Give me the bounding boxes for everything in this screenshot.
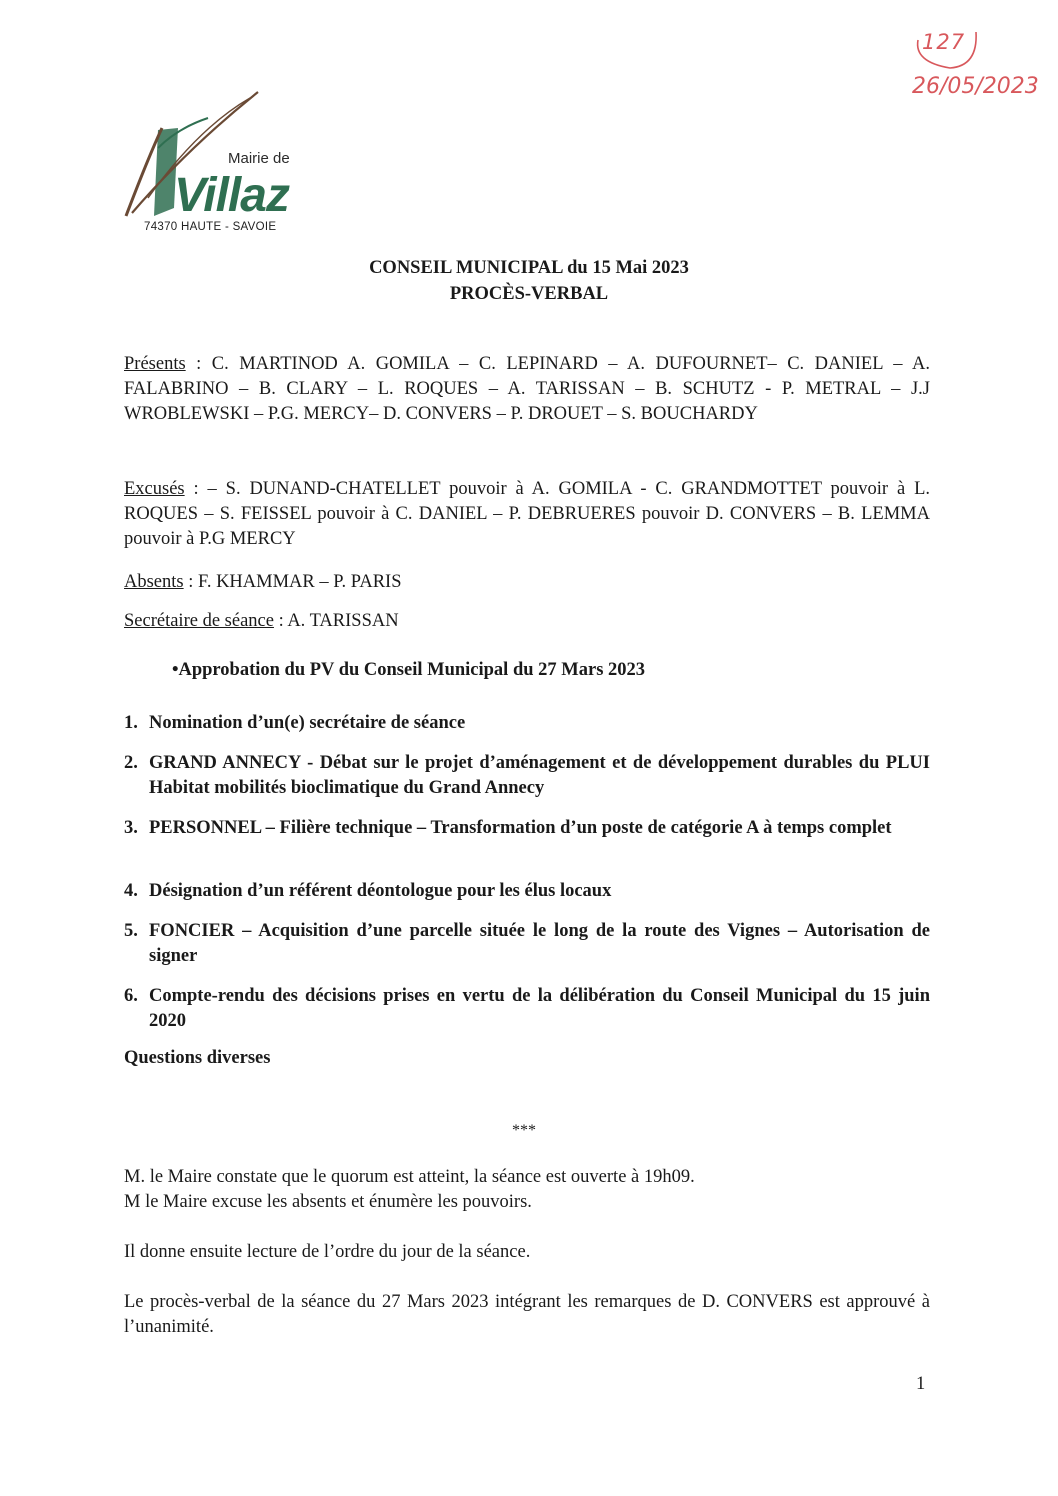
page-number: 1 xyxy=(916,1374,926,1394)
questions-diverses: Questions diverses xyxy=(124,1048,271,1068)
secretaire-text: : A. TARISSAN xyxy=(273,611,399,631)
agenda-item-4 xyxy=(124,879,930,904)
document-subtitle: PROCÈS-VERBAL xyxy=(449,284,609,304)
absents-text: : F. KHAMMAR – P. PARIS xyxy=(183,572,402,592)
agenda-text: FONCIER – Acquisition d’une parcelle située le long de la route des Vignes – Autorisation de signer xyxy=(149,921,930,966)
excuses-paragraph xyxy=(124,477,930,552)
annotation-number: 127 xyxy=(922,30,966,54)
body-pouvoirs-line: M le Maire excuse les absents et énumère les pouvoirs. xyxy=(124,1192,532,1212)
document-title: CONSEIL MUNICIPAL du 15 Mai 2023 xyxy=(369,258,689,278)
agenda-text: PERSONNEL – Filière technique – Transformation d’un poste de catégorie A à temps complet xyxy=(149,818,892,838)
agenda-number: 2. xyxy=(124,753,138,773)
absents-label: Absents xyxy=(124,572,184,592)
absents-paragraph xyxy=(124,570,930,595)
secretaire-label: Secrétaire de séance xyxy=(124,611,274,631)
agenda-item-2 xyxy=(124,751,930,801)
mairie-logo xyxy=(118,88,318,238)
agenda-text: GRAND ANNECY - Débat sur le projet d’aménagement et de développement durables du PLUI Habitat mobilités bioclimatique du Grand Annecy xyxy=(149,753,930,798)
body-pv-approval: Le procès-verbal de la séance du 27 Mars 2023 intégrant les remarques de D. CONVERS est approuvé à l’unanimité. xyxy=(124,1292,930,1337)
presents-text: : C. MARTINOD A. GOMILA – C. LEPINARD – A. DUFOURNET– C. DANIEL – A. FALABRINO – B. CLARY – L. ROQUES – A. TARISSAN – B. SCHUTZ - P. METRAL – J.J WROBLEWSKI – P.G. MERCY– D. CONVERS – P. DROUET – S. BOUCHARDY xyxy=(124,354,930,424)
logo-town-name: Villaz xyxy=(174,169,289,222)
agenda-number: 5. xyxy=(124,921,138,941)
body-quorum-line: M. le Maire constate que le quorum est atteint, la séance est ouverte à 19h09. xyxy=(124,1167,695,1187)
excuses-text: : – S. DUNAND-CHATELLET pouvoir à A. GOMILA - C. GRANDMOTTET pouvoir à L. ROQUES – S. FEISSEL pouvoir à C. DANIEL – P. DEBRUERES pouvoir D. CONVERS – B. LEMMA pouvoir à P.G MERCY xyxy=(124,479,930,549)
agenda-item-3 xyxy=(124,816,930,841)
agenda-number: 3. xyxy=(124,818,138,838)
logo-mairie-de: Mairie de xyxy=(228,150,290,167)
agenda-number: 4. xyxy=(124,881,138,901)
annotation-date: 26/05/2023 xyxy=(912,74,1039,99)
agenda-text: Nomination d’un(e) secrétaire de séance xyxy=(149,713,466,733)
agenda-item-5 xyxy=(124,919,930,969)
agenda-text: Désignation d’un référent déontologue pour les élus locaux xyxy=(149,881,612,901)
logo-subline: 74370 HAUTE - SAVOIE xyxy=(144,221,277,233)
agenda-item-1 xyxy=(124,711,930,736)
presents-paragraph xyxy=(124,352,930,427)
agenda-number: 1. xyxy=(124,713,138,733)
section-separator: *** xyxy=(512,1122,536,1139)
agenda-item-6 xyxy=(124,984,930,1034)
presents-label: Présents xyxy=(124,354,186,374)
agenda-text: Compte-rendu des décisions prises en vertu de la délibération du Conseil Municipal du 15 juin 2020 xyxy=(149,986,930,1031)
secretaire-paragraph xyxy=(124,609,930,634)
handwritten-annotation xyxy=(900,18,1050,108)
excuses-label: Excusés xyxy=(124,479,185,499)
body-ordre-du-jour: Il donne ensuite lecture de l’ordre du jour de la séance. xyxy=(124,1242,531,1262)
approbation-item: •Approbation du PV du Conseil Municipal du 27 Mars 2023 xyxy=(172,660,646,680)
agenda-number: 6. xyxy=(124,986,138,1006)
